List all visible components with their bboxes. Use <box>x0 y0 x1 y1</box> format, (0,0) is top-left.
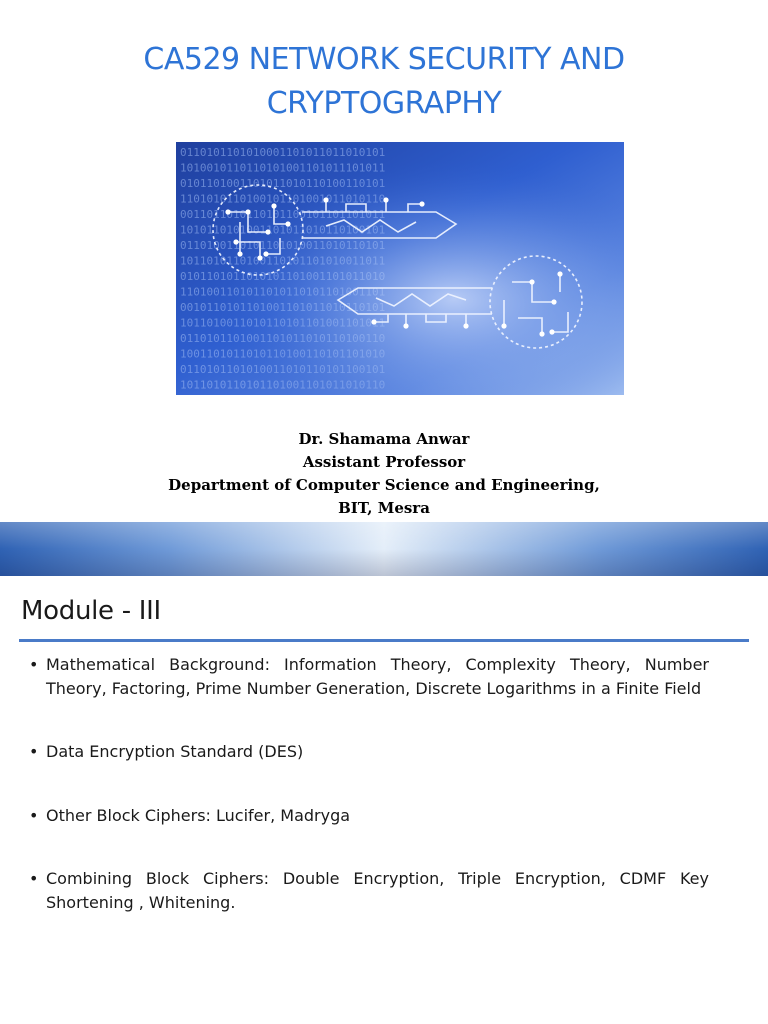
author-institution: BIT, Mesra <box>338 499 430 517</box>
title-line-2: CRYPTOGRAPHY <box>266 86 502 121</box>
author-name: Dr. Shamama Anwar <box>298 430 470 448</box>
heading-divider <box>19 639 749 642</box>
module-slide <box>0 578 768 1024</box>
bullet-item-math-background: • Mathematical Background: Information Theory, Complexity Theory, Number Theory, Factoring, Prime Number Generation, Discrete Logarithms in a Finite Field <box>29 653 709 700</box>
key-circuit-image <box>176 142 624 395</box>
bullet-item-other-ciphers: • Other Block Ciphers: Lucifer, Madryga <box>29 804 709 828</box>
footer-gradient-bar <box>0 522 768 576</box>
bullet-item-des: • Data Encryption Standard (DES) <box>29 740 709 764</box>
slide-title <box>0 38 768 126</box>
bullet-item-combining-ciphers: • Combining Block Ciphers: Double Encryption, Triple Encryption, CDMF Key Shortening , Whitening. <box>29 867 709 914</box>
author-block <box>0 428 768 520</box>
key-circuit-illustration-icon <box>176 142 624 395</box>
title-line-1: CA529 NETWORK SECURITY AND <box>143 42 625 77</box>
author-position: Assistant Professor <box>302 453 466 471</box>
author-department: Department of Computer Science and Engineering, <box>168 476 600 494</box>
bullet-list <box>29 653 709 954</box>
module-heading: Module - III <box>21 596 161 626</box>
